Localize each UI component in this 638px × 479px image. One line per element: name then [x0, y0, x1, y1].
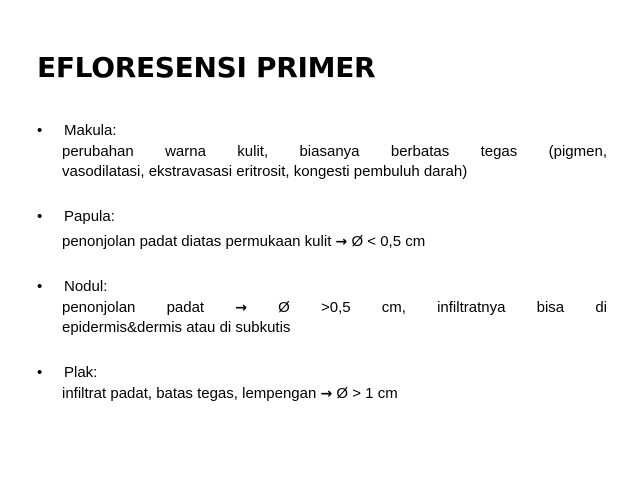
- bullet-label: Plak:: [64, 364, 98, 381]
- bullet-head: [37, 206, 607, 228]
- bullet-label: Papula:: [64, 208, 115, 225]
- bullet-body: [62, 298, 607, 338]
- bullet-body: [62, 142, 607, 182]
- arrow-right-icon: →: [335, 234, 348, 250]
- bullet-makula: [37, 120, 607, 182]
- bullet-label: Makula:: [64, 122, 117, 139]
- bullet-body: [62, 232, 607, 252]
- body-line: penonjolan padat → Ø >0,5 cm, infiltratnya bisa di: [62, 299, 607, 316]
- bullet-dot-icon: •: [37, 364, 43, 381]
- bullet-plak: [37, 362, 607, 404]
- arrow-right-icon: →: [320, 386, 333, 402]
- body-line: infiltrat padat, batas tegas, lempengan → Ø > 1 cm: [62, 385, 398, 402]
- slide-title: EFLORESENSI PRIMER: [37, 51, 376, 84]
- bullet-dot-icon: •: [37, 208, 43, 225]
- arrow-right-icon: →: [235, 300, 247, 316]
- bullet-nodul: [37, 276, 607, 338]
- bullet-head: [37, 362, 607, 384]
- bullet-label: Nodul:: [64, 278, 108, 295]
- body-line: vasodilatasi, ekstravasasi eritrosit, kongesti pembuluh darah): [62, 163, 468, 180]
- bullet-papula: [37, 206, 607, 252]
- bullet-head: [37, 120, 607, 142]
- body-line: perubahan warna kulit, biasanya berbatas tegas (pigmen,: [62, 143, 607, 160]
- body-line: epidermis&dermis atau di subkutis: [62, 319, 291, 336]
- bullet-dot-icon: •: [37, 122, 43, 139]
- bullet-body: [62, 384, 607, 404]
- bullet-dot-icon: •: [37, 278, 43, 295]
- bullet-head: [37, 276, 607, 298]
- body-line: penonjolan padat diatas permukaan kulit → Ø < 0,5 cm: [62, 233, 426, 250]
